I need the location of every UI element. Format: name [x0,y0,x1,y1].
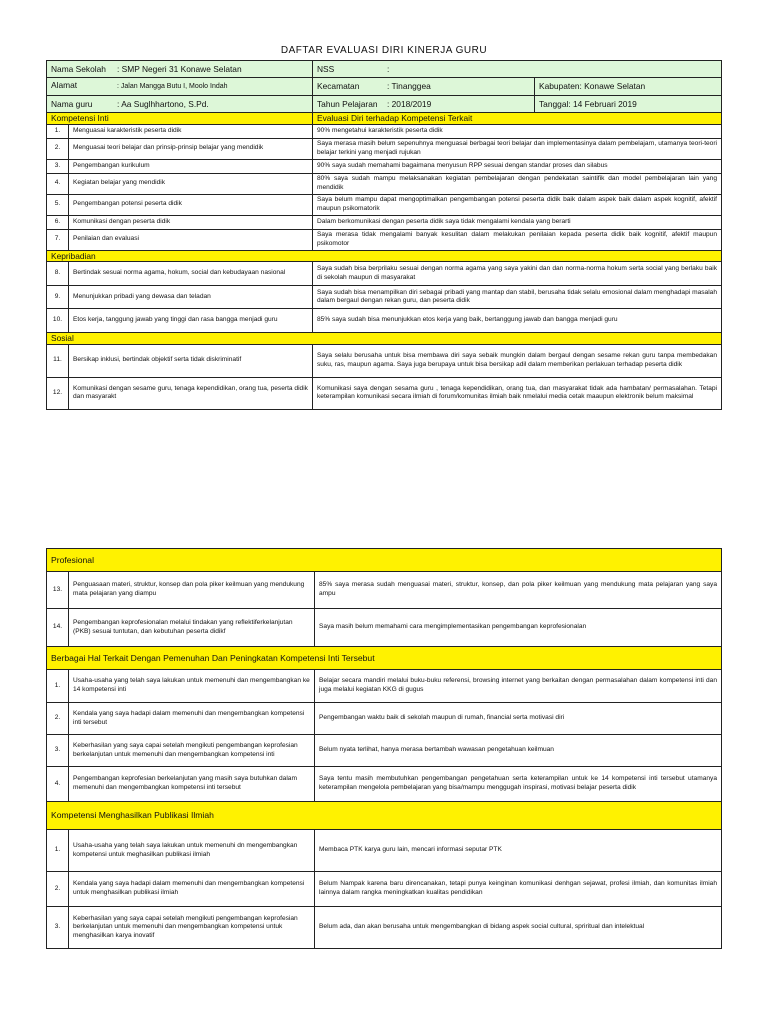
evaluation-cell: 85% saya merasa sudah menguasai materi, struktur, konsep, dan pola piker keilmuan yang mendukung mata pelajaran yang saya ampu [315,572,722,609]
table-row [47,124,722,138]
year-cell [313,96,535,113]
nss-value: : [387,63,390,74]
berbagai-rows [47,670,722,802]
evaluation-cell: Belajar secara mandiri melalui buku-buku referensi, browsing internet yang berkaitan dengan permasalahan dalam kompetensi inti dan juga melalui kegiatan KKG di gugus [315,670,722,703]
evaluation-table-part1 [46,60,722,410]
table-row [47,872,722,907]
section-label: Berbagai Hal Terkait Dengan Pemenuhan Dan Peningkatan Kompetensi Inti Tersebut [47,647,722,670]
address-value: : Jalan Mangga Butu I, Moolo Indah [117,83,228,91]
table-row [47,138,722,159]
pedagogik-rows [47,124,722,250]
kecamatan-cell [313,78,535,96]
evaluation-cell: Saya tentu masih membutuhkan pengembangan pengetahuan serta keterampilan untuk ke 14 kompetensi inti tersebut utamanya keterampilan mengelola pembelajaran yang bisa/mampu menggugah inspirasi, motivasi belajar peserta didik [315,767,722,802]
row-number: 2. [47,872,69,907]
evaluation-cell: Saya sudah bisa berprilaku sesuai dengan norma agama yang saya yakini dan dan norma-norma hokum serta social yang berlaku baik di sekolah maupun di masyarakat [313,262,722,286]
row-number: 1. [47,670,69,703]
row-number: 7. [47,229,69,250]
evaluation-cell: Pengembangan waktu baik di sekolah maupun di rumah, financial serta motivasi diri [315,703,722,735]
table-row [47,735,722,767]
table-row [47,572,722,609]
row-number: 1. [47,830,69,872]
competency-cell: Penilaian dan evaluasi [69,229,313,250]
kepribadian-rows [47,262,722,333]
teacher-value: : Aa Suglhhartono, S.Pd. [117,98,209,109]
competency-cell: Menguasai teori belajar dan prinsip-prinsip belajar yang mendidik [69,138,313,159]
row-number: 10. [47,309,69,333]
section-label: Kepribadian [47,250,722,262]
info-row-school [47,61,722,78]
table-row [47,703,722,735]
row-number: 3. [47,735,69,767]
competency-cell: Pengembangan keprofesian berkelanjutan yang masih saya butuhkan dalam memenuhi dan mengembangkan kompetensi inti tersebut [69,767,315,802]
row-number: 8. [47,262,69,286]
competency-cell: Pengembangan kurikulum [69,159,313,173]
kabupaten-cell: Kabupaten: Konawe Selatan [535,78,722,96]
kecamatan-label: Kecamatan [317,81,360,92]
table-row [47,767,722,802]
row-number: 2. [47,138,69,159]
nss-cell [313,61,722,78]
table-row [47,229,722,250]
publikasi-rows [47,830,722,949]
competency-cell: Usaha-usaha yang telah saya lakukan untuk memenuhi dan mengembangkan ke 14 kompetensi inti [69,670,315,703]
table-row [47,670,722,703]
table-row [47,377,722,409]
school-label: Nama Sekolah [51,63,106,74]
document-title: DAFTAR EVALUASI DIRI KINERJA GURU [280,45,488,56]
table-row [47,309,722,333]
evaluation-cell: 90% mengetahui karakteristik peserta didik [313,124,722,138]
kecamatan-value: : Tinanggea [387,81,431,92]
section-label: Kompetensi Menghasilkan Publikasi Ilmiah [47,802,722,830]
evaluation-cell: Saya merasa masih belum sepenuhnya menguasai berbagai teori belajar dan implementasinya dalam pembelajarn, utamanya teori-teori belajar terkini yang menjadi rujukan [313,138,722,159]
competency-cell: Pengembangan keprofesionalan melalui tindakan yang reflektiferkelanjutan (PKB) sesuai tuntutan, dan kebutuhan peserta didikf [69,609,315,647]
row-number: 4. [47,173,69,194]
competency-cell: Keberhasilan yang saya capai setelah mengikuti pengembangan keprofesian berkelanjutan untuk memenuhi dan mengembangkan kompetensi inti [69,735,315,767]
competency-cell: Menunjukkan pribadi yang dewasa dan teladan [69,286,313,309]
section-label: Profesional [47,549,722,572]
row-number: 12. [47,377,69,409]
competency-cell: Kendala yang saya hadapi dalam memenuhi dan mengembangkan kompetensi untuk menghasilkan publikasi ilmiah [69,872,315,907]
competency-cell: Komunikasi dengan peserta didik [69,215,313,229]
competency-cell: Menguasai karakteristik peserta didik [69,124,313,138]
section-label: Sosial [47,333,722,345]
competency-cell: Etos kerja, tanggung jawab yang tinggi dan rasa bangga menjadi guru [69,309,313,333]
table-row [47,194,722,215]
table-row [47,344,722,377]
evaluation-cell: Belum ada, dan akan berusaha untuk mengembangkan di bidang aspek social cultural, spriritual dan intelektual [315,907,722,949]
section-sosial [47,333,722,345]
section-berbagai-hal [47,647,722,670]
table-row [47,262,722,286]
date-cell: Tanggal: 14 Februari 2019 [535,96,722,113]
nss-label: NSS [317,63,335,74]
evaluation-cell: Saya selalu berusaha untuk bisa membawa diri saya sebaik mungkin dalam bergaul dengan sesame rekan guru tanpa membedakan suku, ras, maupun agama. Saya juga berupaya untuk bisa bersikap adil dalam memberikan perlakuan terhadap peserta didik [313,344,722,377]
table-row [47,830,722,872]
school-value: : SMP Negeri 31 Konawe Selatan [117,63,242,74]
table-row [47,286,722,309]
row-number: 6. [47,215,69,229]
evaluation-cell: Saya masih belum memahami cara mengimplementasikan pengembangan keprofesionalan [315,609,722,647]
competency-cell: Kendala yang saya hadapi dalam memenuhi dan mengembangkan kompetensi inti tersebut [69,703,315,735]
teacher-cell [47,96,313,113]
evaluation-cell: 80% saya sudah mampu melaksanakan kegiatan pembelajaran dengan pendekatan saintifik dan model pembelajaran lain yang mendidik [313,173,722,194]
address-label: Alamat [51,80,78,91]
competency-cell: Usaha-usaha yang telah saya lakukan untuk memenuhi dn mengembangkan kompetensi untuk meghasilkan publikasi ilmiah [69,830,315,872]
evaluation-cell: Dalam berkomunikasi dengan peserta didik saya tidak mengalami kendala yang berarti [313,215,722,229]
row-number: 14. [47,609,69,647]
teacher-label: Nama guru [51,98,93,109]
competency-cell: Pengembangan potensi peserta didik [69,194,313,215]
info-row-teacher [47,96,722,113]
evaluation-cell: 90% saya sudah memahami bagaimana menyusun RPP sesuai dengan standar proses dan silabus [313,159,722,173]
evaluation-cell: Saya belum mampu dapat mengoptimalkan pengembangan potensi peserta didik baik dalam aspek baik dalam aspek kognitif, afektif maupun psikomatorik [313,194,722,215]
section-kepribadian [47,250,722,262]
evaluation-cell: Saya merasa tidak mengalami banyak kesulitan dalam melakukan penilaian kepada peserta didik baik kognitif, afektif maupun psikomotor [313,229,722,250]
row-number: 1. [47,124,69,138]
competency-cell: Kegiatan belajar yang mendidik [69,173,313,194]
evaluation-cell: Belum Nampak karena baru direncanakan, tetapi punya keinginan komunikasi denhgan sejawat, profesi ilmiah, dan komunitas ilmiah lainnya dalam rangka meningkatkan kualitas pendidikan [315,872,722,907]
evaluation-cell: Belum nyata terlihat, hanya merasa bertambah wawasan pengetahuan keilmuan [315,735,722,767]
row-number: 13. [47,572,69,609]
evaluation-table-part2 [46,548,722,949]
evaluation-cell: Membaca PTK karya guru lain, mencari informasi seputar PTK [315,830,722,872]
section-publikasi [47,802,722,830]
profesional-rows [47,572,722,647]
info-row-address [47,78,722,96]
table-row [47,173,722,194]
header-kompetensi-inti: Kompetensi Inti [47,113,313,125]
competency-cell: Bertindak sesuai norma agama, hokum, social dan kebudayaan nasional [69,262,313,286]
header-row [47,113,722,125]
competency-cell: Komunikasi dengan sesame guru, tenaga kependidikan, orang tua, peserta didik dan masyarakt [69,377,313,409]
table-row [47,159,722,173]
competency-cell: Bersikap inklusi, bertindak objektif serta tidak diskriminatif [69,344,313,377]
row-number: 4. [47,767,69,802]
competency-cell: Penguasaan materi, struktur, konsep dan pola piker keilmuan yang mendukung mata pelajaran yang diampu [69,572,315,609]
evaluation-cell: Saya sudah bisa menampilkan diri sebagai pribadi yang mantap dan stabil, berusaha tidak selalu emosional dalam menghadapi masalah dalam bergaul dengan rekan guru, dan peserta didik [313,286,722,309]
table-row [47,215,722,229]
table-row [47,907,722,949]
row-number: 2. [47,703,69,735]
row-number: 11. [47,344,69,377]
sosial-rows [47,344,722,409]
header-evaluasi-diri: Evaluasi Diri terhadap Kompetensi Terkait [313,113,722,125]
address-cell [47,78,313,96]
year-label: Tahun Pelajaran [317,98,378,109]
evaluation-cell: Komunikasi saya dengan sesama guru , tenaga kependidikan, orang tua, dan masyarakat tidak ada hambatan/ permasalahan. Tetapi keterampilan komunikasi secara ilmiah di forum/komunitas ilmiah baik nmelalui media cetak maaupun elektronik belum maksimal [313,377,722,409]
table-row [47,609,722,647]
competency-cell: Keberhasilan yang saya capai setelah mengikuti pengembangan keprofesian berkelanjutan untuk memenuhi dan mengembangkan kompetensi untuk menghasilkan karya inovatif [69,907,315,949]
school-cell [47,61,313,78]
section-profesional [47,549,722,572]
evaluation-cell: 85% saya sudah bisa menunjukkan etos kerja yang baik, bertanggung jawab dan bangga menjadi guru [313,309,722,333]
row-number: 3. [47,159,69,173]
row-number: 5. [47,194,69,215]
year-value: : 2018/2019 [387,98,432,109]
row-number: 9. [47,286,69,309]
row-number: 3. [47,907,69,949]
